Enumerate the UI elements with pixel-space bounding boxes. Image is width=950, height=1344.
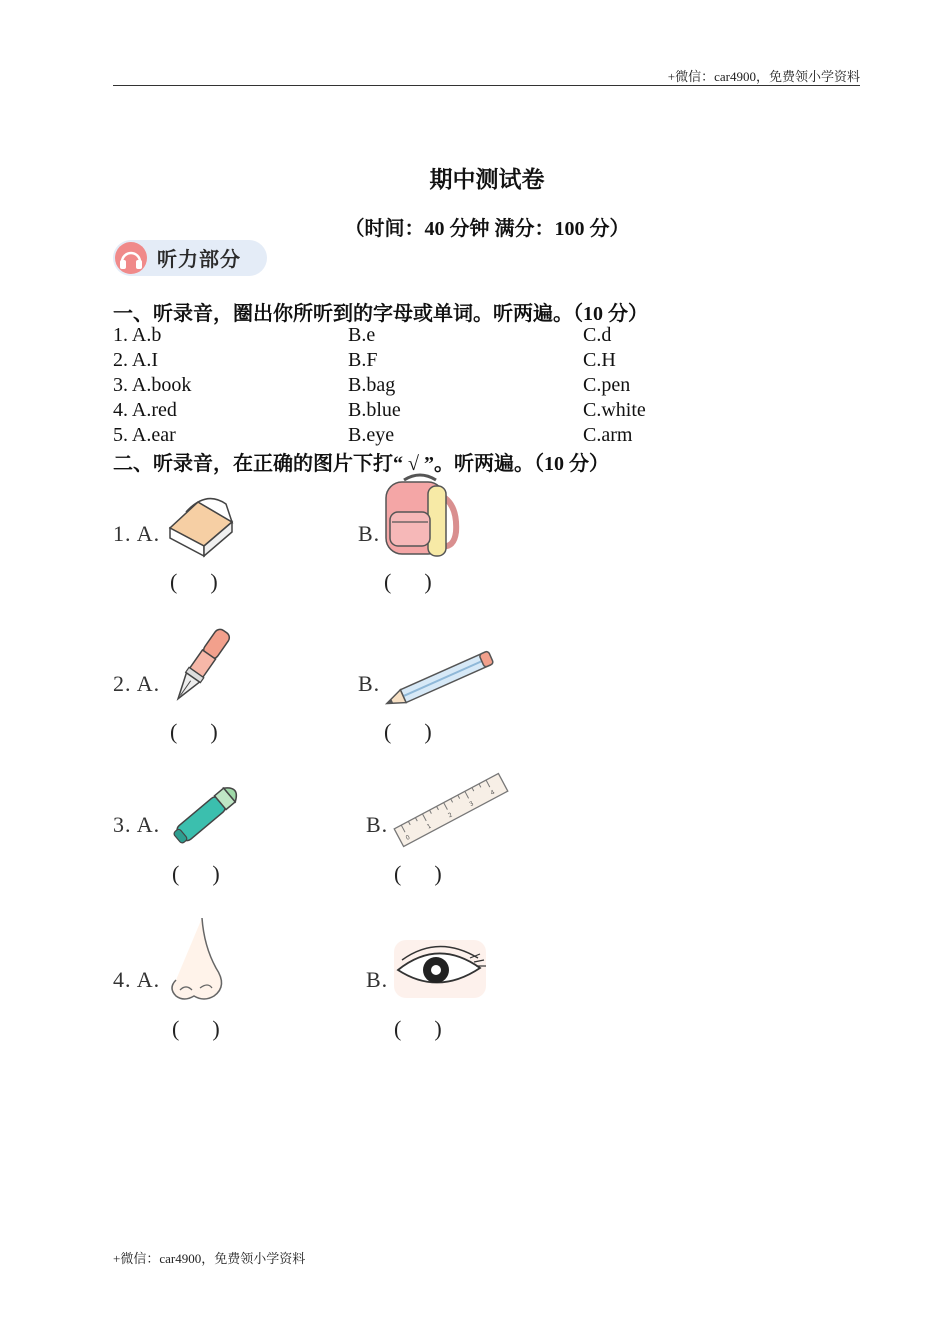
pencil-icon	[382, 650, 502, 710]
s2-q4-answer-b[interactable]: ( )	[394, 1016, 442, 1041]
ruler-tick-label: 3	[468, 800, 475, 809]
s1-q1-option-a: 1. A.b	[113, 324, 162, 346]
s1-q5-option-c: C.arm	[583, 424, 633, 446]
fountain-pen-icon	[166, 622, 236, 710]
s2-q1-label-a: 1. A.	[113, 521, 161, 546]
s1-q4-option-a: 4. A.red	[113, 399, 177, 421]
s2-q2-label-b: B.	[358, 671, 381, 696]
s1-q5-option-b: B.eye	[348, 424, 395, 446]
marker-pen-icon	[168, 776, 248, 850]
footer-note: +微信：car4900，免费领小学资料	[113, 1251, 306, 1266]
s2-q3-answer-b[interactable]: ( )	[394, 861, 442, 886]
s1-q3-option-c: C.pen	[583, 374, 631, 396]
header-note: +微信：car4900，免费领小学资料	[667, 69, 860, 84]
s2-q1-label-b: B.	[358, 521, 381, 546]
s2-q4-label-b: B.	[366, 967, 389, 992]
s1-q2-option-b: B.F	[348, 349, 378, 371]
s2-q4-answer-a[interactable]: ( )	[172, 1016, 220, 1041]
page-subtitle: （时间：40 分钟 满分：100 分）	[344, 218, 630, 240]
header-rule	[113, 85, 860, 86]
s1-q1-option-b: B.e	[348, 324, 376, 346]
s1-q1-option-c: C.d	[583, 324, 612, 346]
ruler-tick-label: 0	[404, 833, 412, 842]
badge-label: 听力部分	[157, 247, 241, 271]
s2-q3-label-b: B.	[366, 812, 389, 837]
listening-section-badge	[113, 240, 267, 276]
ruler-tick-label: 4	[489, 788, 497, 797]
s2-q1-answer-b[interactable]: ( )	[384, 569, 432, 594]
nose-icon	[168, 916, 228, 1006]
s2-q2-label-a: 2. A.	[113, 671, 161, 696]
eye-icon	[392, 938, 488, 1000]
s2-q3-answer-a[interactable]: ( )	[172, 861, 220, 886]
s1-q5-option-a: 5. A.ear	[113, 424, 176, 446]
ruler-icon	[388, 770, 514, 850]
page-title: 期中测试卷	[429, 167, 545, 192]
s1-q3-option-a: 3. A.book	[113, 374, 192, 396]
s2-q4-label-a: 4. A.	[113, 967, 161, 992]
s1-q3-option-b: B.bag	[348, 374, 396, 396]
section2-title: 二、听录音，在正确的图片下打“ √ ”。听两遍。（10 分）	[113, 453, 609, 475]
s1-q4-option-b: B.blue	[348, 399, 401, 421]
ruler-tick-label: 2	[447, 811, 454, 820]
s1-q2-option-a: 2. A.I	[113, 349, 158, 371]
s2-q3-label-a: 3. A.	[113, 812, 161, 837]
section1-title: 一、听录音，圈出你所听到的字母或单词。听两遍。（10 分）	[113, 303, 648, 325]
eraser-icon	[166, 488, 234, 560]
s1-q4-option-c: C.white	[583, 399, 646, 421]
headphones-icon	[115, 242, 147, 274]
s1-q2-option-c: C.H	[583, 349, 616, 371]
s2-q1-answer-a[interactable]: ( )	[170, 569, 218, 594]
s2-q2-answer-a[interactable]: ( )	[170, 719, 218, 744]
backpack-icon	[380, 472, 460, 562]
s2-q2-answer-b[interactable]: ( )	[384, 719, 432, 744]
ruler-tick-label: 1	[425, 822, 433, 831]
